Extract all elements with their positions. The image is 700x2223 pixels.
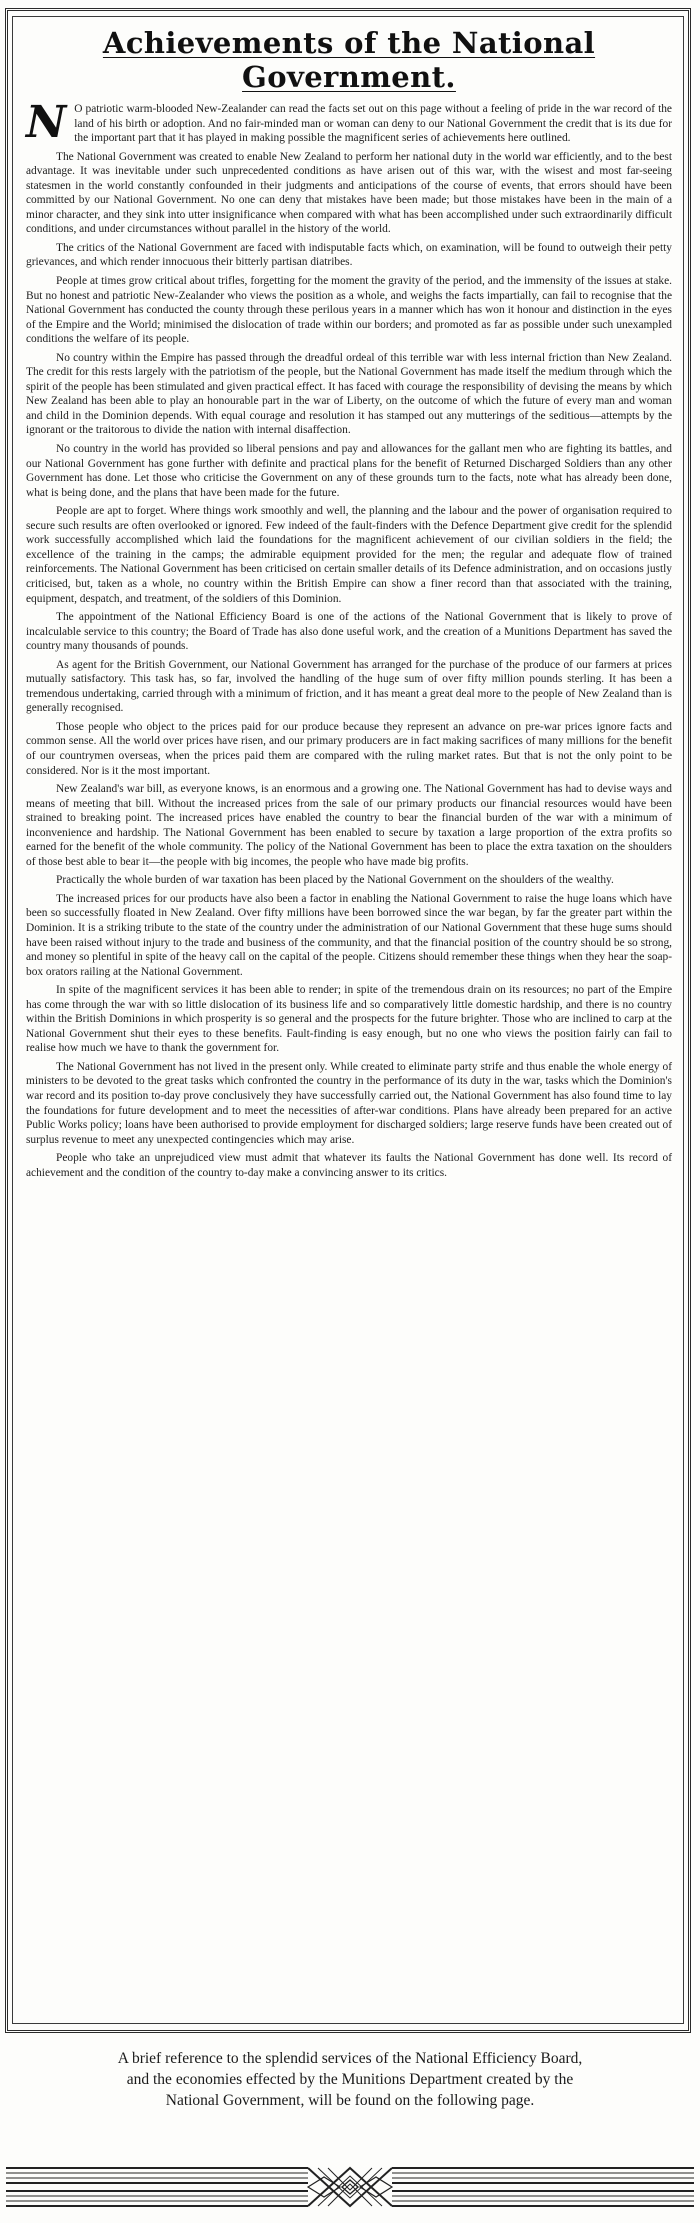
article-title: Achievements of the National Government. xyxy=(102,26,596,94)
drop-cap: N xyxy=(26,97,67,148)
article-paragraph-7: People are apt to forget. Where things work smoothly and well, the planning and the labour and the power of organisation required to secure such results are often overlooked or ignored. Few indeed of the fault-finders with the Defence Department give credit for the splendid work successfully accomplished which laid the foundations for the magnificent achievement of our civilian soldiers in the field; the excellence of the training in the camps; the admirable equipment provided for the men; the regular and adequate flow of trained reinforcements. The National Government has been criticised on certain smaller details of its Defence administration, and on occasions justly criticised, but, taken as a whole, no country within the British Empire can show a finer record than that associated with the training, equipment, despatch, and treatment, of the soldiers of this Dominion. xyxy=(26,505,672,605)
article-paragraph-15: The National Government has not lived in the present only. While created to eliminate party strife and thus enable the whole energy of ministers to be devoted to the great tasks which confronted the country in the performance of its duty in the war, tasks which the Dominion's war record and its position to-day prove conclusively they have successfully carried out, the National Government has also found time to lay the foundations for future development and to meet the necessities of after-war conditions. Plans have already been prepared for an active Public Works policy; loans have been authorised to provide employment for discharged soldiers; large reserve funds have been created out of surplus revenue to meet any unexpected contingencies which may arise. xyxy=(26,1060,672,1146)
article-paragraph-16: People who take an unprejudiced view must admit that whatever its faults the National Government has done well. Its record of achievement and the condition of the country to-day make a convincing answer to its critics. xyxy=(26,1152,672,1179)
article-paragraph-9: As agent for the British Government, our National Government has arranged for the purchase of the produce of our farmers at prices mutually satisfactory. This task has, so far, involved the handling of the huge sum of over fifty million pounds sterling. It has been a tremendous undertaking, carried through with a minimum of friction, and it has meant a great deal more to the people of New Zealand than is generally recognised. xyxy=(26,658,672,715)
article-paragraph-2: The National Government was created to enable New Zealand to perform her national duty in the world war efficiently, and to the best advantage. It was inevitable under such unprecedented conditions as have arisen out of this war, with the wisest and most far-seeing statesmen in the world constantly confounded in their judgments and anticipations of the course of events, that errors should have been committed by our National Government. No one can deny that mistakes have been made; but those mistakes have been in the main of a minor character, and they sink into utter insignificance when compared with what has been accomplished under such extraordinarily difficult conditions, and under circumstances without parallel in the history of the world. xyxy=(26,150,672,236)
article-paragraph-13: The increased prices for our products have also been a factor in enabling the National Government to raise the huge loans which have been so successfully floated in New Zealand. Over fifty millions have been borrowed since the war began, by far the greater part within the Dominion. It is a striking tribute to the state of the country under the administration of our National Government that these huge sums should have been raised without injury to the trade and business of the community, and that the financial position of the country should be so strong, and money so plentiful in spite of the heavy call on the capital of the people. Citizens should remember these things when they hear the soap-box orators railing at the National Government. xyxy=(26,892,672,978)
decorative-border-ornament xyxy=(6,2162,694,2212)
article-paragraph-5: No country within the Empire has passed through the dreadful ordeal of this terrible war with less internal friction than New Zealand. The credit for this rests largely with the patriotism of the people, but the National Government has made itself the medium through which the spirit of the people has been stimulated and given practical effect. It has faced with courage the responsibility of devising the means by which New Zealand has been able to play an honourable part in the war of Liberty, on the outcome of which the future of every man and woman and child in the Dominion depends. With equal courage and resolution it has stamped out any mutterings of the seditious—attempts by the ignorant or the traitorous to divide the nation with internal disaffection. xyxy=(26,351,672,437)
article-paragraph-11: New Zealand's war bill, as everyone knows, is an enormous and a growing one. The National Government has had to devise ways and means of meeting that bill. Without the increased prices from the sale of our primary products our financial resources would have been strained to breaking point. The increased prices have enabled the country to bear the financial burden of the war with a minimum of inconvenience and hardship. The National Government has been enabled to secure by taxation a large proportion of the extra profits so earned for the benefit of the whole community. The policy of the National Government has been to place the extra taxation on the shoulders of those best able to bear it—the people with big incomes, the people who have made big profits. xyxy=(26,783,672,868)
article-paragraph-8: The appointment of the National Efficiency Board is one of the actions of the National Government that is likely to prove of incalculable service to this country; the Board of Trade has also done useful work, and the creation of a Munitions Department has saved the country many thousands of pounds. xyxy=(26,611,672,653)
article-paragraph-3: The critics of the National Government are faced with indisputable facts which, on examination, will be found to outweigh their petty grievances, and which render innocuous their bitterly partisan diatribes. xyxy=(26,241,672,269)
note-line-2: and the economies effected by the Munitions Department created by the xyxy=(126,2071,574,2088)
article-paragraph-1 xyxy=(26,97,672,148)
article xyxy=(26,26,672,1184)
article-paragraph-12: Practically the whole burden of war taxation has been placed by the National Government on the shoulders of the wealthy. xyxy=(56,874,614,887)
note-line-3: National Government, will be found on the following page. xyxy=(165,2092,535,2109)
article-paragraph-4: People at times grow critical about trifles, forgetting for the moment the gravity of the period, and the immensity of the issues at stake. But no honest and patriotic New-Zealander who views the position as a whole, and weighs the facts impartially, can fail to recognise that the National Government has conducted the county through these perilous years in a manner which has won it honour and distinction in the eyes of the Empire and the World; minimised the dislocation of trade within our borders; and promoted as far as possible under such unexampled conditions the welfare of its people. xyxy=(26,275,672,346)
paragraph-text: O patriotic warm-blooded New-Zealander can read the facts set out on this page without a feeling of pride in the war record of the land of his birth or adoption. And no fair-minded man or woman can deny to our National Government the credit that is its due for the important part that it has played in making possible the magnificent series of achievements here outlined. xyxy=(74,103,672,145)
article-paragraph-10: Those people who object to the prices paid for our produce because they represent an advance on pre-war prices ignore facts and common sense. All the world over prices have risen, and our primary producers are in fact making sacrifices of many millions for the benefit of our countrymen overseas, when the prices paid them are compared with the ruling market rates. But that is not the only point to be considered. Nor is it the most important. xyxy=(26,720,672,777)
following-page-note xyxy=(30,2048,670,2111)
article-paragraph-14: In spite of the magnificent services it has been able to render; in spite of the tremendous drain on its resources; no part of the Empire has come through the war with so little dislocation of its business life and so comparatively little domestic hardship, and there is no country within the British Dominions in which prosperity is so general and the prospects for the future brighter. Those who are inclined to carp at the National Government shut their eyes to these benefits. Fault-finding is easy enough, but no one who views the position fairly can fail to realise how much we have to thank the government for. xyxy=(26,984,672,1055)
article-paragraph-6: No country in the world has provided so liberal pensions and pay and allowances for the gallant men who are fighting its battles, and our National Government has gone further with definite and practical plans for the benefit of Returned Discharged Soldiers than any other Government has done. Let those who criticise the Government on any of these grounds turn to the facts, note what has already been done, what is being done, and the plans that have been made for the future. xyxy=(26,443,672,499)
note-line-1: A brief reference to the splendid services of the National Efficiency Board, xyxy=(117,2050,583,2067)
